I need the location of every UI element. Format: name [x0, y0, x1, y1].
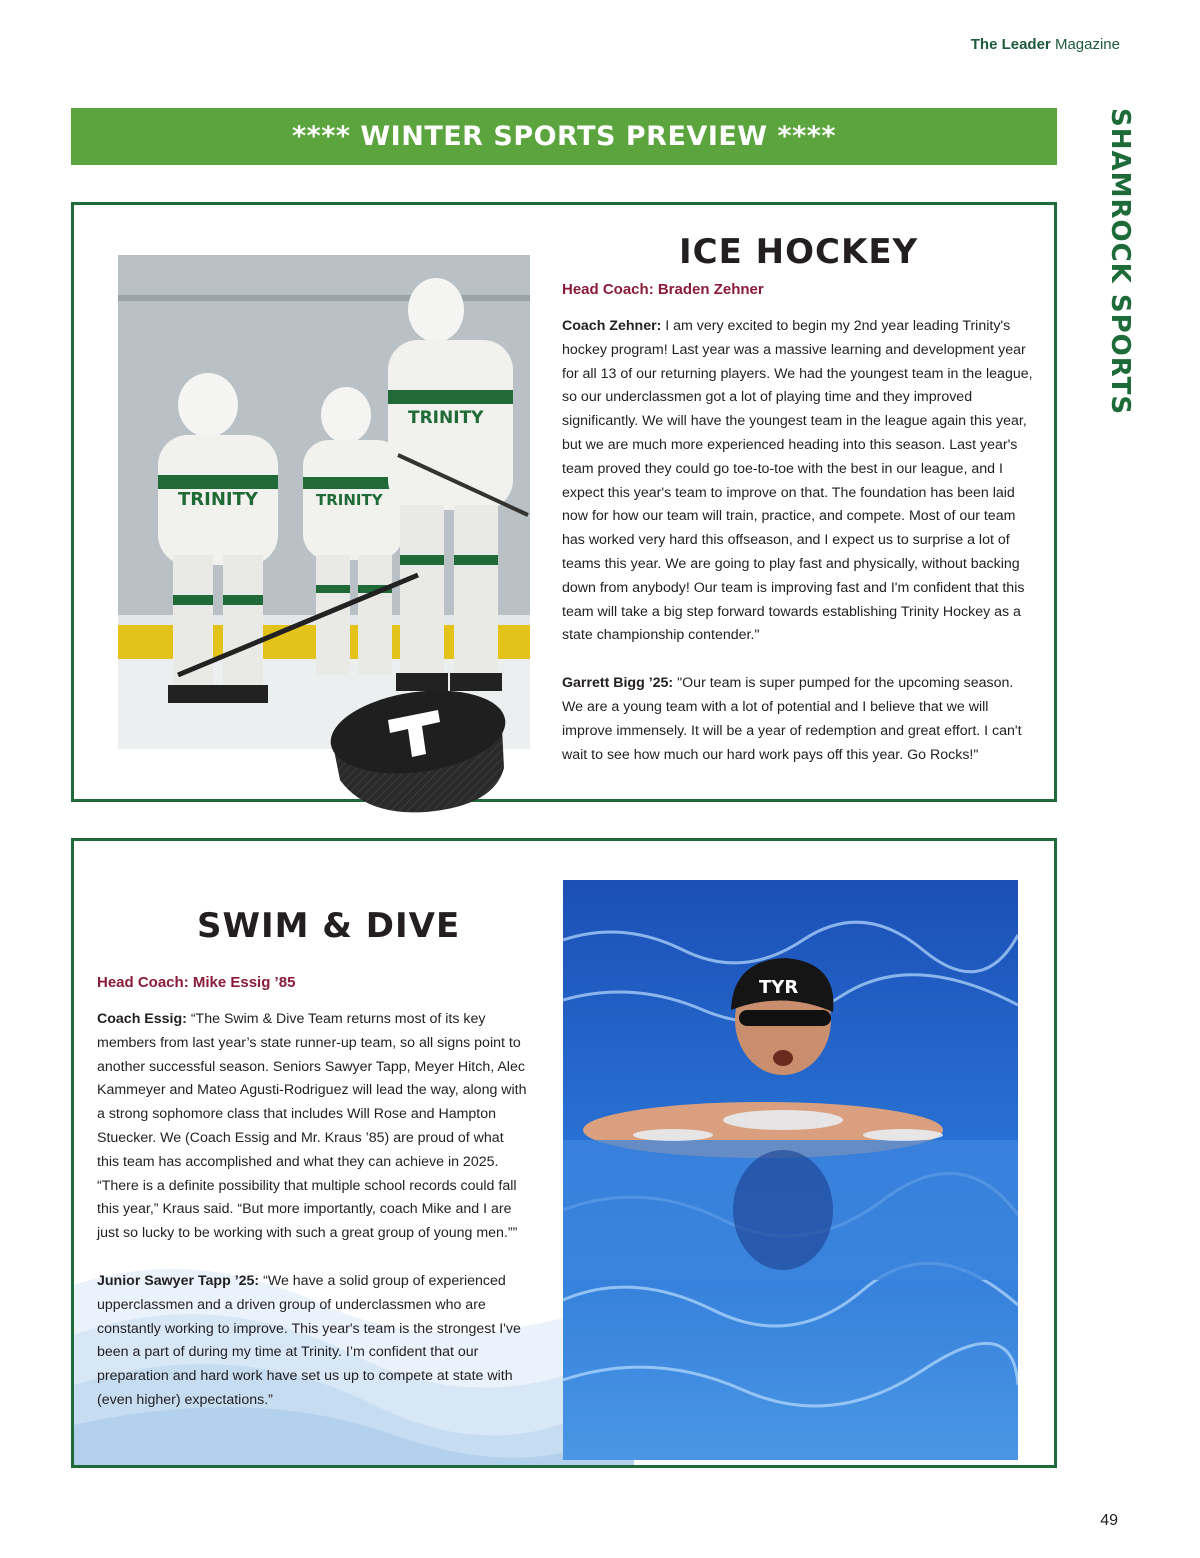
swim-dive-title: SWIM & DIVE — [197, 906, 461, 946]
ice-hockey-quote-player-text: "Our team is super pumped for the upcoming season. We are a young team with a lot of potential and I believe that we will improve immensely. It will be a year of redemption and great effort. I can't wait to see how much our hard work pays off this year. Go Rocks!" — [562, 675, 1022, 763]
masthead — [971, 36, 1120, 53]
page-number: 49 — [1100, 1512, 1118, 1529]
swim-dive-quote-coach-text: “The Swim & Dive Team returns most of its key members from last year’s state runner-up team, so all signs point to another successful season. Seniors Sawyer Tapp, Meyer Hitch, Alec Kammeyer and Mateo Agusti-Rodriguez will lead the way, along with a strong sophomore class that includes Will Rose and Hampton Stuecker. We (Coach Essig and Mr. Kraus ’85) are proud of what this team has accomplished and what they can achieve in 2025. “There is a definite possibility that multiple school records could fall this year,” Kraus said. “But more importantly, coach Mike and I are just so lucky to be working with such a great group of young men.”” — [97, 1011, 527, 1242]
ice-hockey-article — [562, 315, 1037, 791]
jersey-text-right: TRINITY — [408, 408, 484, 428]
swim-dive-article — [97, 1008, 529, 1437]
jersey-text-middle: TRINITY — [316, 491, 383, 509]
ice-hockey-quote-coach — [562, 315, 1037, 648]
swim-dive-quote-swimmer — [97, 1270, 529, 1413]
ice-hockey-photo — [118, 255, 530, 749]
swim-dive-quote-swimmer-text: “We have a solid group of experienced upperclassmen and a driven group of underclassmen who are constantly working to improve. This year's team is the strongest I've been a part of during my time at Trinity. I’m confident that our preparation and hard work have set us up to compete at state with (even higher) expectations.” — [97, 1272, 521, 1408]
swim-dive-photo — [563, 880, 1018, 1460]
swim-cap-logo: TYR — [759, 977, 799, 998]
jersey-text-left: TRINITY — [178, 489, 258, 510]
section-side-title: SHAMROCK SPORTS — [1105, 108, 1135, 416]
hockey-puck-graphic — [326, 688, 510, 818]
masthead-brand: The Leader — [970, 36, 1051, 53]
ice-hockey-head-coach: Head Coach: Braden Zehner — [562, 281, 764, 298]
ice-hockey-quote-player — [562, 672, 1037, 767]
swim-dive-head-coach: Head Coach: Mike Essig ’85 — [97, 974, 296, 991]
swim-dive-quote-coach — [97, 1008, 529, 1246]
swim-dive-quote-swimmer-speaker: Junior Sawyer Tapp ’25: — [97, 1272, 260, 1289]
winter-sports-banner: **** WINTER SPORTS PREVIEW **** — [71, 108, 1057, 165]
ice-hockey-quote-coach-speaker: Coach Zehner: — [562, 318, 662, 334]
ice-hockey-quote-player-speaker: Garrett Bigg ’25: — [562, 675, 674, 692]
swim-dive-quote-coach-speaker: Coach Essig: — [97, 1011, 187, 1027]
masthead-suffix: Magazine — [1054, 36, 1120, 53]
ice-hockey-quote-coach-text: I am very excited to begin my 2nd year leading Trinity's hockey program! Last year was a massive learning and development year for all 13 of our returning players. We had the youngest team in the league, so our underclassmen got a lot of playing time and they improved significantly. We will have the youngest team in the league again this year, but we are much more experienced heading into this season. Last year's team proved they could go toe-to-toe with the best in our league, and I expect this year's team to improve on that. The foundation has been laid now for how our team will train, practice, and compete. Most of our team has worked very hard this offseason, and I expect us to surprise a lot of teams this year. We are going to play fast and physically, without backing down from anybody! Our team is improving fast and I'm confident that this team will take a big step forward towards establishing Trinity Hockey as a state championship contender." — [562, 318, 1033, 644]
ice-hockey-title: ICE HOCKEY — [679, 232, 919, 272]
